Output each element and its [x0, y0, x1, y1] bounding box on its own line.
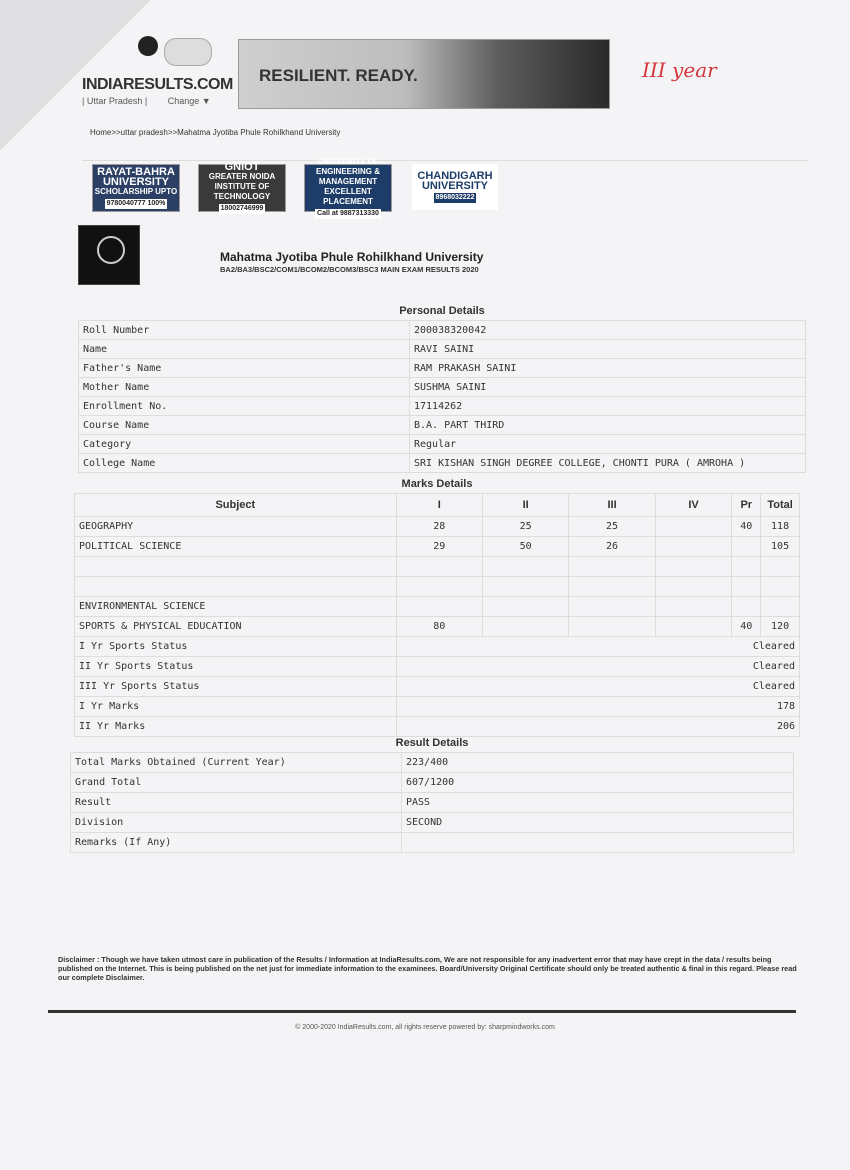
table-row: [71, 833, 794, 853]
ad-line: INSTITUTE OF TECHNOLOGY: [213, 182, 271, 201]
ad-line: ENGINEERING & MANAGEMENT: [315, 167, 380, 186]
subject-name: ENVIRONMENTAL SCIENCE: [75, 597, 397, 617]
status-row: [75, 657, 800, 677]
table-row: [75, 537, 800, 557]
table-row: [75, 597, 800, 617]
mark-cell: 25: [482, 517, 568, 537]
mark-cell: 25: [569, 517, 655, 537]
banner-text: RESILIENT. READY.: [259, 66, 418, 85]
ad-line: GNIOT: [224, 161, 260, 173]
total-cell: 118: [761, 517, 800, 537]
column-header: Total: [761, 494, 800, 517]
table-header-row: [75, 494, 800, 517]
mark-cell: [732, 537, 761, 557]
change-state-link[interactable]: Change ▼: [167, 96, 211, 106]
subject-name: POLITICAL SCIENCE: [75, 537, 397, 557]
state-map-icon: [164, 38, 212, 66]
copyright-text: © 2000-2020 IndiaResults.com, all rights reserve powered by: sharpmindworks.com: [295, 1024, 555, 1031]
status-value: 206: [396, 717, 799, 737]
field-label: Father's Name: [79, 359, 410, 378]
ad-line: CHANDIGARH: [417, 170, 493, 182]
field-label: Roll Number: [79, 321, 410, 340]
table-row: [79, 340, 806, 359]
mark-cell: 50: [482, 537, 568, 557]
mark-cell: [396, 577, 482, 597]
mark-cell: 40: [732, 517, 761, 537]
table-row: [79, 416, 806, 435]
exam-title: BA2/BA3/BSC2/COM1/BCOM2/BCOM3/BSC3 MAIN EXAM RESULTS 2020: [220, 265, 479, 274]
field-label: Name: [79, 340, 410, 359]
table-row: [79, 321, 806, 340]
mark-cell: [569, 597, 655, 617]
field-label: Remarks (If Any): [71, 833, 402, 853]
total-cell: 120: [761, 617, 800, 637]
table-row: [79, 359, 806, 378]
ad-banner[interactable]: [238, 39, 610, 109]
footer-divider: [48, 1010, 796, 1013]
total-cell: [761, 557, 800, 577]
field-label: College Name: [79, 454, 410, 473]
column-header: II: [482, 494, 568, 517]
mark-cell: [732, 557, 761, 577]
section-heading: Marks Details: [401, 477, 473, 490]
field-label: Division: [71, 813, 402, 833]
mark-cell: [482, 617, 568, 637]
divider: [82, 160, 808, 161]
table-row: [79, 454, 806, 473]
field-value: [402, 833, 794, 853]
status-label: II Yr Marks: [75, 717, 397, 737]
field-label: Result: [71, 793, 402, 813]
field-label: Total Marks Obtained (Current Year): [71, 753, 402, 773]
university-emblem: [78, 225, 140, 285]
result-details-table: [70, 733, 794, 853]
logo-icon: [138, 36, 158, 56]
mark-cell: [655, 617, 732, 637]
field-value: Regular: [410, 435, 806, 454]
field-value: RAVI SAINI: [410, 340, 806, 359]
subject-name: [75, 557, 397, 577]
mark-cell: 29: [396, 537, 482, 557]
ad-chandigarh[interactable]: [412, 164, 498, 210]
mark-cell: 80: [396, 617, 482, 637]
status-row: [75, 637, 800, 657]
table-row: [75, 517, 800, 537]
site-name: INDIARESULTS.COM: [82, 76, 233, 93]
total-cell: [761, 577, 800, 597]
mark-cell: [732, 577, 761, 597]
column-header: I: [396, 494, 482, 517]
status-label: I Yr Sports Status: [75, 637, 397, 657]
table-row: [71, 773, 794, 793]
mark-cell: [655, 577, 732, 597]
breadcrumb[interactable]: Home>>uttar pradesh>>Mahatma Jyotiba Phule Rohilkhand University: [90, 128, 341, 137]
column-header: IV: [655, 494, 732, 517]
field-value: RAM PRAKASH SAINI: [410, 359, 806, 378]
field-value: PASS: [402, 793, 794, 813]
mark-cell: [569, 557, 655, 577]
state-label: | Uttar Pradesh |: [82, 96, 148, 106]
field-label: Grand Total: [71, 773, 402, 793]
ad-rayat-bahra[interactable]: [92, 164, 180, 212]
personal-details-table: [78, 302, 806, 473]
status-row: [75, 697, 800, 717]
section-heading: Result Details: [395, 736, 469, 749]
table-row: [71, 753, 794, 773]
field-value: 17114262: [410, 397, 806, 416]
status-row: [75, 677, 800, 697]
field-value: SECOND: [402, 813, 794, 833]
table-row: [71, 793, 794, 813]
ad-line: RAYAT-BAHRA: [97, 166, 175, 178]
marks-details-table: [74, 474, 800, 737]
mark-cell: [396, 597, 482, 617]
disclaimer-text: Disclaimer : Though we have taken utmost care in publication of the Results / Information at IndiaResults.com, We are not responsible for any inadvertent error that may have crept in the data / results being published on the Internet. This is being published on the net just for immediate information to the examinees. Board/University Original Certificate should only be treated authentic & final in this regard. Please read our complete Disclaimer.: [58, 955, 797, 982]
mark-cell: [569, 577, 655, 597]
mark-cell: 26: [569, 537, 655, 557]
mark-cell: [482, 597, 568, 617]
mark-cell: 28: [396, 517, 482, 537]
column-header: Pr: [732, 494, 761, 517]
total-cell: [761, 597, 800, 617]
table-row: [75, 557, 800, 577]
ad-line: GREATER NOIDA: [208, 172, 276, 181]
emblem-icon: [97, 236, 125, 264]
section-heading: Personal Details: [399, 305, 485, 317]
state-selector: [82, 96, 211, 106]
status-value: Cleared: [396, 637, 799, 657]
subject-name: GEOGRAPHY: [75, 517, 397, 537]
column-header: Subject: [75, 494, 397, 517]
status-value: Cleared: [396, 657, 799, 677]
field-value: 223/400: [402, 753, 794, 773]
ad-phone: Call at 9887313330: [317, 210, 379, 217]
field-value: SUSHMA SAINI: [410, 378, 806, 397]
handwritten-note: III year: [642, 58, 717, 82]
ad-line: UNIVERSITY OF: [317, 157, 379, 166]
field-value: B.A. PART THIRD: [410, 416, 806, 435]
table-row: [79, 435, 806, 454]
table-row: [75, 617, 800, 637]
status-label: I Yr Marks: [75, 697, 397, 717]
table-row: [71, 813, 794, 833]
column-header: III: [569, 494, 655, 517]
mark-cell: [655, 517, 732, 537]
ad-line: SCHOLARSHIP UPTO: [94, 187, 178, 196]
ad-phone: 18002746999: [220, 205, 264, 212]
field-value: SRI KISHAN SINGH DEGREE COLLEGE, CHONTI PURA ( AMROHA ): [410, 454, 806, 473]
ad-gniot[interactable]: [198, 161, 286, 212]
status-label: II Yr Sports Status: [75, 657, 397, 677]
table-row: [79, 397, 806, 416]
field-label: Category: [79, 435, 410, 454]
field-value: 607/1200: [402, 773, 794, 793]
mark-cell: [732, 597, 761, 617]
mark-cell: [396, 557, 482, 577]
status-value: 178: [396, 697, 799, 717]
ad-line: UNIVERSITY: [421, 180, 488, 192]
mark-cell: [569, 617, 655, 637]
mark-cell: [655, 537, 732, 557]
mark-cell: [482, 557, 568, 577]
table-row: [79, 378, 806, 397]
field-value: 200038320042: [410, 321, 806, 340]
university-name: Mahatma Jyotiba Phule Rohilkhand University: [220, 250, 484, 264]
status-value: Cleared: [396, 677, 799, 697]
status-label: III Yr Sports Status: [75, 677, 397, 697]
mark-cell: [655, 557, 732, 577]
ad-phone: 9780040777 100%: [106, 200, 166, 207]
ad-phone: 8968032222: [435, 194, 475, 201]
subject-name: SPORTS & PHYSICAL EDUCATION: [75, 617, 397, 637]
total-cell: 105: [761, 537, 800, 557]
field-label: Mother Name: [79, 378, 410, 397]
field-label: Course Name: [79, 416, 410, 435]
mark-cell: [482, 577, 568, 597]
ad-line: EXCELLENT PLACEMENT: [323, 187, 373, 206]
ad-uem[interactable]: [304, 157, 392, 217]
mark-cell: 40: [732, 617, 761, 637]
ad-line: UNIVERSITY: [102, 176, 169, 188]
mark-cell: [655, 597, 732, 617]
table-row: [75, 577, 800, 597]
field-label: Enrollment No.: [79, 397, 410, 416]
subject-name: [75, 577, 397, 597]
